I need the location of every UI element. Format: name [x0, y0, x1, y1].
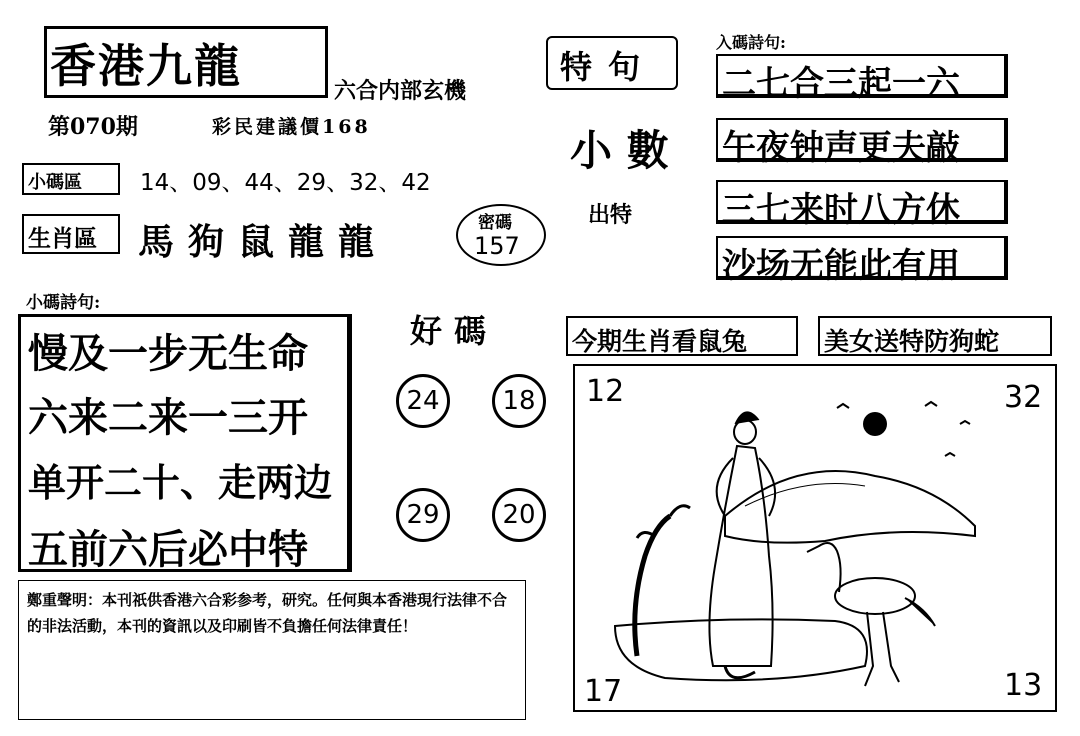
picture-number-bottom-left: 17: [584, 674, 623, 709]
zodiac-tip: 今期生肖看鼠兔: [572, 327, 748, 356]
good-code-number: 24: [396, 374, 450, 428]
zodiac-label: 生肖區: [28, 225, 97, 252]
good-code-number: 20: [492, 488, 546, 542]
entry-poem-line: 午夜钟声更夫敲: [722, 128, 960, 168]
picture-number-bottom-right: 13: [1004, 668, 1043, 703]
small-codes-values: 14、09、44、29、32、42: [140, 170, 431, 196]
small-poem-line: 六来二来一三开: [28, 394, 308, 441]
subtitle: 六合内部玄機: [334, 78, 467, 104]
beauty-tip: 美女送特防狗蛇: [824, 327, 1000, 356]
lady-and-crane-illustration: [575, 366, 1055, 710]
entry-poem-line: 二七合三起一六: [722, 64, 960, 104]
issue-number: 第070期: [48, 114, 138, 140]
small-codes-label: 小碼區: [28, 172, 82, 193]
legal-notice: 鄭重聲明：本刊祇供香港六合彩参考，研究。任何與本香港現行法律不合的非法活動，本刊的資訊以及印刷皆不負擔任何法律責任！: [18, 580, 526, 720]
secret-code-value: 157: [474, 232, 520, 260]
entry-poem-line: 三七来时八方休: [722, 190, 960, 230]
illustration-panel: [573, 364, 1057, 712]
zodiac-values: 馬狗鼠龍龍: [138, 221, 389, 263]
small-poem-label: 小碼詩句:: [26, 293, 101, 313]
price-slogan: 彩民建議價168: [212, 116, 371, 138]
good-code-number: 18: [492, 374, 546, 428]
entry-poem-label: 入碼詩句:: [716, 33, 786, 52]
small-poem-line: 单开二十、走两边: [28, 460, 333, 505]
picture-number-top-left: 12: [586, 374, 625, 409]
small-poem-line: 慢及一步无生命: [28, 330, 308, 377]
good-codes-label: 好碼: [410, 312, 499, 350]
page-title: 香港九龍: [50, 39, 242, 93]
special-phrase-note: 出特: [588, 202, 633, 228]
entry-poem-line: 沙场无能此有用: [722, 246, 960, 286]
picture-number-top-right: 32: [1004, 380, 1043, 415]
special-phrase-text: 小 數: [570, 126, 669, 175]
special-phrase-label: 特句: [560, 48, 657, 86]
secret-code-label: 密碼: [478, 213, 512, 233]
good-code-number: 29: [396, 488, 450, 542]
small-poem-line: 五前六后必中特: [28, 526, 308, 573]
